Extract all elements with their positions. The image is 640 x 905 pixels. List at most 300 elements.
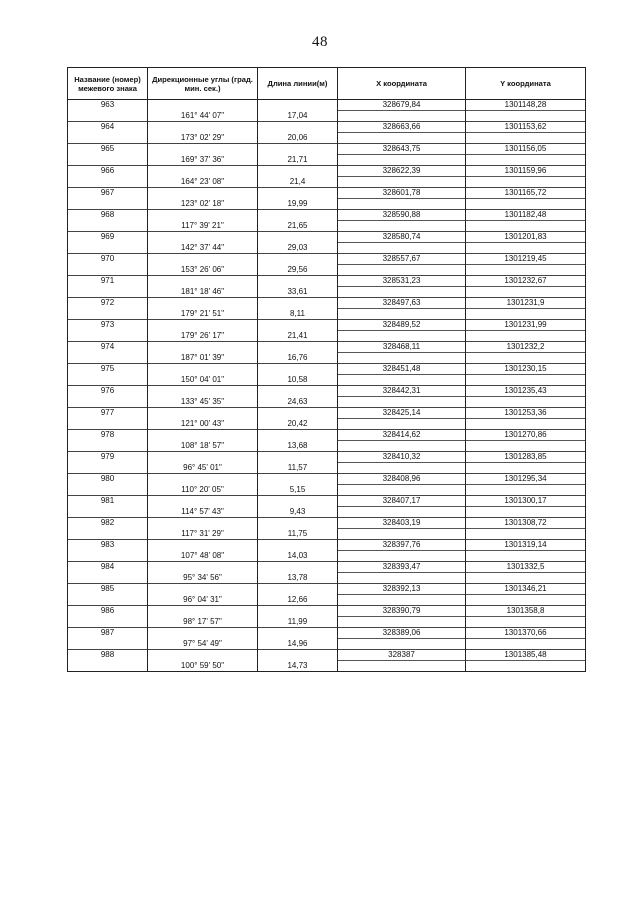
direction-angle-cell: 133° 45' 35" [148,397,258,408]
y-empty-cell [466,617,586,628]
point-name-cell: 964 [68,122,148,133]
direction-empty-cell [148,562,258,573]
x-empty-cell [338,199,466,210]
name-empty-cell [68,595,148,606]
table-row-segment [68,375,586,386]
point-name-cell: 963 [68,100,148,111]
table-row-segment [68,551,586,562]
direction-angle-cell: 107° 48' 08" [148,551,258,562]
table-row-point [68,100,586,111]
x-coordinate-cell: 328425,14 [338,408,466,419]
x-coordinate-cell: 328403,19 [338,518,466,529]
length-empty-cell [258,540,338,551]
y-empty-cell [466,265,586,276]
table-row-point [68,386,586,397]
direction-empty-cell [148,452,258,463]
direction-angle-cell: 187° 01' 39" [148,353,258,364]
table-row-point [68,254,586,265]
length-empty-cell [258,364,338,375]
y-coordinate-cell: 1301283,85 [466,452,586,463]
point-name-cell: 977 [68,408,148,419]
x-coordinate-cell: 328407,17 [338,496,466,507]
direction-angle-cell: 100° 59' 50" [148,661,258,672]
point-name-cell: 967 [68,188,148,199]
length-empty-cell [258,232,338,243]
name-empty-cell [68,265,148,276]
point-name-cell: 970 [68,254,148,265]
name-empty-cell [68,639,148,650]
x-empty-cell [338,133,466,144]
y-coordinate-cell: 1301165,72 [466,188,586,199]
table-row-segment [68,485,586,496]
table-row-point [68,122,586,133]
header-line-length: Длина линии(м) [258,68,338,100]
x-coordinate-cell: 328393,47 [338,562,466,573]
y-coordinate-cell: 1301159,96 [466,166,586,177]
direction-angle-cell: 164° 23' 08" [148,177,258,188]
line-length-cell: 21,41 [258,331,338,342]
name-empty-cell [68,375,148,386]
y-empty-cell [466,155,586,166]
x-empty-cell [338,309,466,320]
length-empty-cell [258,254,338,265]
direction-angle-cell: 179° 26' 17" [148,331,258,342]
name-empty-cell [68,353,148,364]
direction-angle-cell: 117° 39' 21" [148,221,258,232]
header-direction-angle: Дирекционные углы (град. мин. сек.) [148,68,258,100]
length-empty-cell [258,386,338,397]
x-empty-cell [338,353,466,364]
name-empty-cell [68,111,148,122]
table-row-segment [68,111,586,122]
y-empty-cell [466,353,586,364]
y-coordinate-cell: 1301153,62 [466,122,586,133]
x-coordinate-cell: 328397,76 [338,540,466,551]
table-row-segment [68,287,586,298]
x-coordinate-cell: 328643,75 [338,144,466,155]
table-row-point [68,320,586,331]
name-empty-cell [68,419,148,430]
name-empty-cell [68,617,148,628]
table-row-point [68,628,586,639]
x-empty-cell [338,595,466,606]
x-coordinate-cell: 328387 [338,650,466,661]
table-row-point [68,584,586,595]
x-empty-cell [338,243,466,254]
line-length-cell: 14,03 [258,551,338,562]
table-row-point [68,210,586,221]
table-row-segment [68,573,586,584]
direction-angle-cell: 97° 54' 49" [148,639,258,650]
name-empty-cell [68,529,148,540]
y-coordinate-cell: 1301358,8 [466,606,586,617]
direction-empty-cell [148,386,258,397]
direction-empty-cell [148,254,258,265]
line-length-cell: 33,61 [258,287,338,298]
table-row-point [68,276,586,287]
direction-empty-cell [148,408,258,419]
name-empty-cell [68,463,148,474]
point-name-cell: 968 [68,210,148,221]
y-coordinate-cell: 1301308,72 [466,518,586,529]
y-coordinate-cell: 1301231,99 [466,320,586,331]
direction-empty-cell [148,144,258,155]
direction-empty-cell [148,496,258,507]
x-empty-cell [338,661,466,672]
y-empty-cell [466,595,586,606]
line-length-cell: 17,04 [258,111,338,122]
direction-empty-cell [148,540,258,551]
line-length-cell: 8,11 [258,309,338,320]
direction-empty-cell [148,122,258,133]
name-empty-cell [68,155,148,166]
length-empty-cell [258,100,338,111]
line-length-cell: 11,75 [258,529,338,540]
table-row-segment [68,397,586,408]
table-row-point [68,650,586,661]
direction-angle-cell: 150° 04' 01" [148,375,258,386]
y-empty-cell [466,199,586,210]
direction-empty-cell [148,210,258,221]
point-name-cell: 978 [68,430,148,441]
direction-angle-cell: 169° 37' 36" [148,155,258,166]
x-empty-cell [338,639,466,650]
table-row-point [68,474,586,485]
table-row-segment [68,617,586,628]
x-empty-cell [338,441,466,452]
x-coordinate-cell: 328531,23 [338,276,466,287]
point-name-cell: 988 [68,650,148,661]
y-coordinate-cell: 1301270,86 [466,430,586,441]
x-coordinate-cell: 328590,88 [338,210,466,221]
direction-empty-cell [148,232,258,243]
point-name-cell: 981 [68,496,148,507]
table-row-point [68,452,586,463]
table-header [68,68,586,100]
table-row-segment [68,507,586,518]
y-coordinate-cell: 1301346,21 [466,584,586,595]
x-coordinate-cell: 328622,39 [338,166,466,177]
x-coordinate-cell: 328408,96 [338,474,466,485]
table-row-point [68,166,586,177]
direction-angle-cell: 95° 34' 56" [148,573,258,584]
direction-angle-cell: 98° 17' 57" [148,617,258,628]
table-row-segment [68,133,586,144]
point-name-cell: 966 [68,166,148,177]
x-empty-cell [338,573,466,584]
table-row-segment [68,441,586,452]
table-body [68,100,586,672]
direction-angle-cell: 179° 21' 51" [148,309,258,320]
table-row-segment [68,529,586,540]
line-length-cell: 10,58 [258,375,338,386]
point-name-cell: 976 [68,386,148,397]
direction-angle-cell: 96° 45' 01" [148,463,258,474]
point-name-cell: 980 [68,474,148,485]
x-coordinate-cell: 328390,79 [338,606,466,617]
line-length-cell: 11,57 [258,463,338,474]
x-coordinate-cell: 328497,63 [338,298,466,309]
name-empty-cell [68,221,148,232]
length-empty-cell [258,210,338,221]
x-empty-cell [338,529,466,540]
y-coordinate-cell: 1301319,14 [466,540,586,551]
y-coordinate-cell: 1301385,48 [466,650,586,661]
direction-angle-cell: 96° 04' 31" [148,595,258,606]
table-row-segment [68,265,586,276]
x-coordinate-cell: 328557,67 [338,254,466,265]
direction-angle-cell: 142° 37' 44" [148,243,258,254]
y-empty-cell [466,375,586,386]
y-empty-cell [466,441,586,452]
direction-angle-cell: 123° 02' 18" [148,199,258,210]
table-row-point [68,606,586,617]
y-coordinate-cell: 1301201,83 [466,232,586,243]
x-empty-cell [338,397,466,408]
x-coordinate-cell: 328442,31 [338,386,466,397]
name-empty-cell [68,573,148,584]
header-point-name: Название (номер) межевого знака [68,68,148,100]
point-name-cell: 975 [68,364,148,375]
length-empty-cell [258,188,338,199]
point-name-cell: 987 [68,628,148,639]
header-y-coordinate: Y координата [466,68,586,100]
y-empty-cell [466,287,586,298]
y-empty-cell [466,661,586,672]
x-empty-cell [338,287,466,298]
length-empty-cell [258,320,338,331]
direction-empty-cell [148,166,258,177]
y-coordinate-cell: 1301148,28 [466,100,586,111]
y-empty-cell [466,309,586,320]
table-row-segment [68,331,586,342]
x-empty-cell [338,463,466,474]
line-length-cell: 21,4 [258,177,338,188]
y-empty-cell [466,419,586,430]
y-coordinate-cell: 1301295,34 [466,474,586,485]
y-empty-cell [466,221,586,232]
x-empty-cell [338,111,466,122]
y-empty-cell [466,177,586,188]
point-name-cell: 979 [68,452,148,463]
y-coordinate-cell: 1301219,45 [466,254,586,265]
table-row-point [68,518,586,529]
y-coordinate-cell: 1301300,17 [466,496,586,507]
x-empty-cell [338,375,466,386]
length-empty-cell [258,562,338,573]
length-empty-cell [258,584,338,595]
point-name-cell: 969 [68,232,148,243]
y-empty-cell [466,573,586,584]
y-coordinate-cell: 1301231,9 [466,298,586,309]
table-row-segment [68,177,586,188]
line-length-cell: 12,66 [258,595,338,606]
direction-angle-cell: 110° 20' 05" [148,485,258,496]
line-length-cell: 19,99 [258,199,338,210]
length-empty-cell [258,496,338,507]
table-row-segment [68,639,586,650]
direction-angle-cell: 173° 02' 29" [148,133,258,144]
table-row-segment [68,353,586,364]
y-empty-cell [466,507,586,518]
boundary-coordinates-table [67,67,586,672]
y-empty-cell [466,243,586,254]
point-name-cell: 965 [68,144,148,155]
name-empty-cell [68,133,148,144]
name-empty-cell [68,661,148,672]
table-row-segment [68,463,586,474]
point-name-cell: 986 [68,606,148,617]
x-coordinate-cell: 328392,13 [338,584,466,595]
y-coordinate-cell: 1301332,5 [466,562,586,573]
length-empty-cell [258,408,338,419]
table-row-segment [68,661,586,672]
length-empty-cell [258,144,338,155]
direction-angle-cell: 108° 18' 57" [148,441,258,452]
table-row-segment [68,155,586,166]
x-empty-cell [338,551,466,562]
table-row-segment [68,419,586,430]
y-coordinate-cell: 1301232,67 [466,276,586,287]
line-length-cell: 13,78 [258,573,338,584]
y-empty-cell [466,639,586,650]
y-empty-cell [466,529,586,540]
name-empty-cell [68,507,148,518]
table-row-point [68,430,586,441]
x-coordinate-cell: 328414,62 [338,430,466,441]
line-length-cell: 9,43 [258,507,338,518]
y-empty-cell [466,331,586,342]
direction-empty-cell [148,100,258,111]
name-empty-cell [68,309,148,320]
direction-empty-cell [148,474,258,485]
x-empty-cell [338,507,466,518]
y-empty-cell [466,397,586,408]
point-name-cell: 985 [68,584,148,595]
length-empty-cell [258,122,338,133]
x-coordinate-cell: 328489,52 [338,320,466,331]
line-length-cell: 29,03 [258,243,338,254]
name-empty-cell [68,485,148,496]
y-empty-cell [466,111,586,122]
name-empty-cell [68,331,148,342]
length-empty-cell [258,474,338,485]
x-empty-cell [338,221,466,232]
y-empty-cell [466,485,586,496]
name-empty-cell [68,177,148,188]
x-coordinate-cell: 328679,84 [338,100,466,111]
line-length-cell: 21,65 [258,221,338,232]
table-row-point [68,540,586,551]
y-coordinate-cell: 1301235,43 [466,386,586,397]
x-coordinate-cell: 328410,32 [338,452,466,463]
direction-angle-cell: 181° 18' 46" [148,287,258,298]
y-coordinate-cell: 1301370,66 [466,628,586,639]
table-row-point [68,144,586,155]
x-coordinate-cell: 328601,78 [338,188,466,199]
x-empty-cell [338,177,466,188]
page-number: 48 [312,34,328,50]
y-coordinate-cell: 1301230,15 [466,364,586,375]
point-name-cell: 974 [68,342,148,353]
direction-empty-cell [148,188,258,199]
length-empty-cell [258,342,338,353]
point-name-cell: 983 [68,540,148,551]
point-name-cell: 982 [68,518,148,529]
table-row-point [68,188,586,199]
direction-angle-cell: 121° 00' 43" [148,419,258,430]
y-coordinate-cell: 1301156,05 [466,144,586,155]
direction-angle-cell: 161° 44' 07" [148,111,258,122]
direction-empty-cell [148,342,258,353]
name-empty-cell [68,243,148,254]
length-empty-cell [258,166,338,177]
name-empty-cell [68,551,148,562]
table-row-segment [68,595,586,606]
name-empty-cell [68,441,148,452]
length-empty-cell [258,518,338,529]
x-empty-cell [338,617,466,628]
table-row-point [68,298,586,309]
table-row-point [68,232,586,243]
x-empty-cell [338,419,466,430]
name-empty-cell [68,199,148,210]
direction-empty-cell [148,276,258,287]
header-x-coordinate: X координата [338,68,466,100]
y-coordinate-cell: 1301253,36 [466,408,586,419]
table-row-segment [68,243,586,254]
length-empty-cell [258,276,338,287]
table-row-point [68,364,586,375]
line-length-cell: 13,68 [258,441,338,452]
header-row [68,68,586,100]
line-length-cell: 5,15 [258,485,338,496]
point-name-cell: 984 [68,562,148,573]
direction-angle-cell: 117° 31' 29" [148,529,258,540]
table-row-point [68,342,586,353]
line-length-cell: 20,06 [258,133,338,144]
x-coordinate-cell: 328580,74 [338,232,466,243]
line-length-cell: 21,71 [258,155,338,166]
name-empty-cell [68,397,148,408]
length-empty-cell [258,298,338,309]
line-length-cell: 24,63 [258,397,338,408]
y-coordinate-cell: 1301232,2 [466,342,586,353]
line-length-cell: 11,99 [258,617,338,628]
x-coordinate-cell: 328389,06 [338,628,466,639]
x-empty-cell [338,331,466,342]
direction-empty-cell [148,518,258,529]
y-empty-cell [466,551,586,562]
length-empty-cell [258,628,338,639]
direction-empty-cell [148,298,258,309]
direction-empty-cell [148,364,258,375]
table-row-segment [68,309,586,320]
line-length-cell: 29,56 [258,265,338,276]
direction-empty-cell [148,628,258,639]
table-row-segment [68,199,586,210]
direction-angle-cell: 153° 26' 06" [148,265,258,276]
direction-empty-cell [148,584,258,595]
length-empty-cell [258,650,338,661]
direction-angle-cell: 114° 57' 43" [148,507,258,518]
y-empty-cell [466,463,586,474]
line-length-cell: 14,96 [258,639,338,650]
point-name-cell: 972 [68,298,148,309]
x-coordinate-cell: 328468,11 [338,342,466,353]
length-empty-cell [258,430,338,441]
direction-empty-cell [148,606,258,617]
